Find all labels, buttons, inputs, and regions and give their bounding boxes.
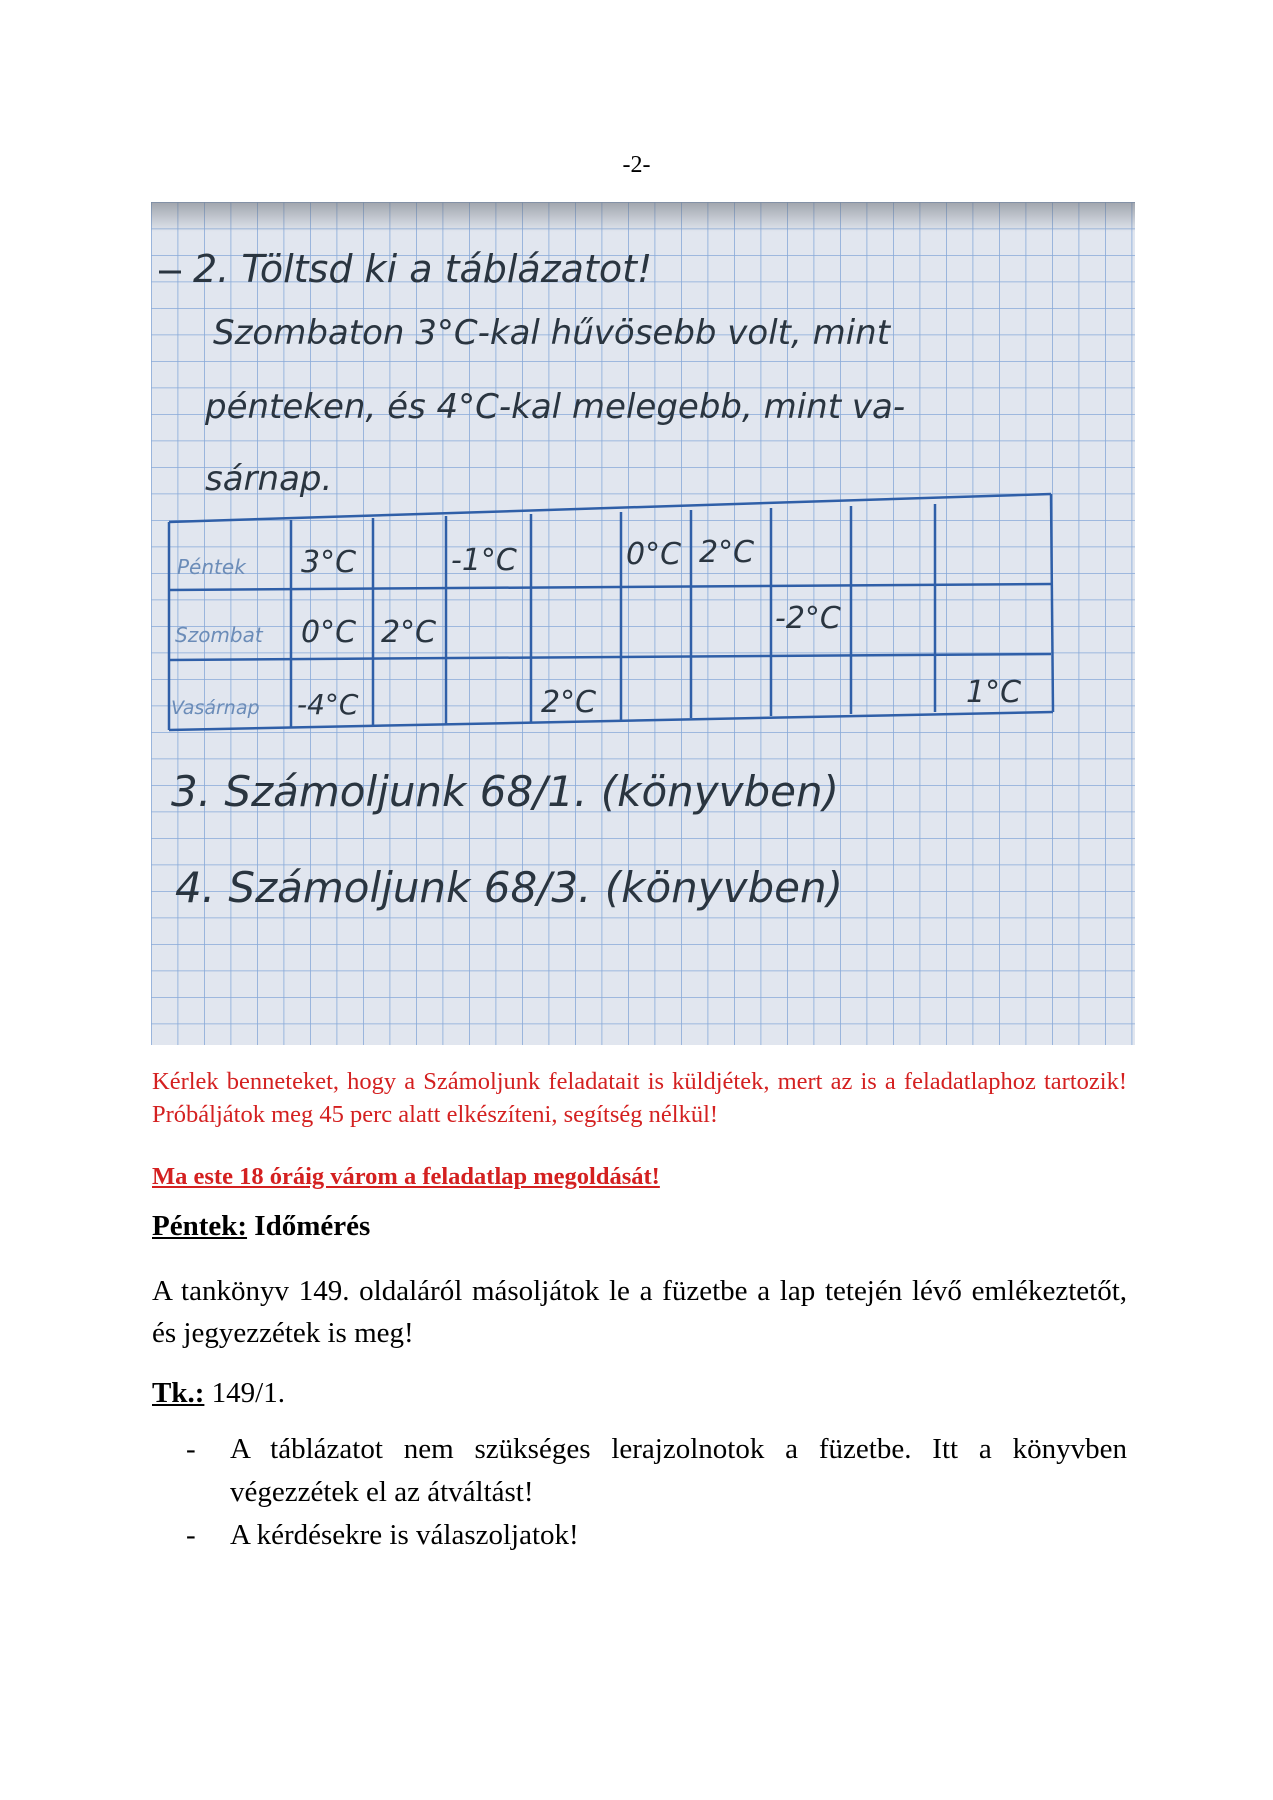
list-item-text: A kérdésekre is válaszoljatok! [230,1519,579,1551]
list-item: - A kérdésekre is válaszoljatok! [186,1519,579,1551]
task2-title: 2. Töltsd ki a táblázatot! [193,247,653,291]
cell-vasarnap-4: 2°C [541,685,597,720]
textbook-task [152,1377,285,1410]
tk-label: Tk.: [152,1377,205,1409]
task4-text: 4. Számoljunk 68/3. (könyvben) [175,863,843,912]
day-label: Péntek: [152,1210,248,1242]
notebook-photo [151,202,1135,1045]
cell-vasarnap-1: -4°C [297,688,359,721]
task2-line-1: Szombaton 3°C-kal hűvösebb volt, mint [213,313,891,353]
cell-pentek-5: 0°C [626,537,682,572]
row-label-szombat: Szombat [175,623,263,647]
cell-pentek-6: 2°C [699,535,755,570]
topic: Időmérés [247,1210,371,1242]
deadline-text: Ma este 18 óráig várom a feladatlap megoldását! [152,1163,660,1190]
cell-vasarnap-8: 1°C [966,675,1022,710]
cell-szombat-1: 0°C [301,615,357,650]
tk-value: 149/1. [204,1377,285,1409]
row-label-vasarnap: Vasárnap [171,697,260,719]
cell-pentek-1: 3°C [301,545,357,580]
cell-szombat-2: 2°C [381,615,437,650]
page-number: -2- [622,152,651,178]
cell-pentek-3: -1°C [451,543,517,578]
task2-line-3: sárnap. [205,459,333,499]
instruction-paragraph: A tankönyv 149. oldaláról másoljátok le a füzetbe a lap tetején lévő emlékeztetőt, és jegyezzétek is meg! [152,1275,1127,1349]
list-item: - A táblázatot nem szükséges lerajzolnotok a füzetbe. Itt a könyvben végezzétek el az átváltást! [186,1433,1127,1508]
list-item-text: A táblázatot nem szükséges lerajzolnotok a füzetbe. Itt a könyvben végezzétek el az átváltást! [230,1433,1127,1508]
notice-text: Kérlek benneteket, hogy a Számoljunk feladatait is küldjétek, mert az is a feladatlaphoz tartozik! Próbáljátok meg 45 perc alatt elkészíteni, segítség nélkül! [152,1068,1127,1128]
row-label-pentek: Péntek [177,555,246,579]
section-heading [152,1210,370,1243]
cell-szombat-7: -2°C [775,601,841,636]
task2-line-2: pénteken, és 4°C-kal melegebb, mint va- [205,387,906,427]
instruction-list [186,1428,1127,1557]
task3-text: 3. Számoljunk 68/1. (könyvben) [171,767,839,816]
